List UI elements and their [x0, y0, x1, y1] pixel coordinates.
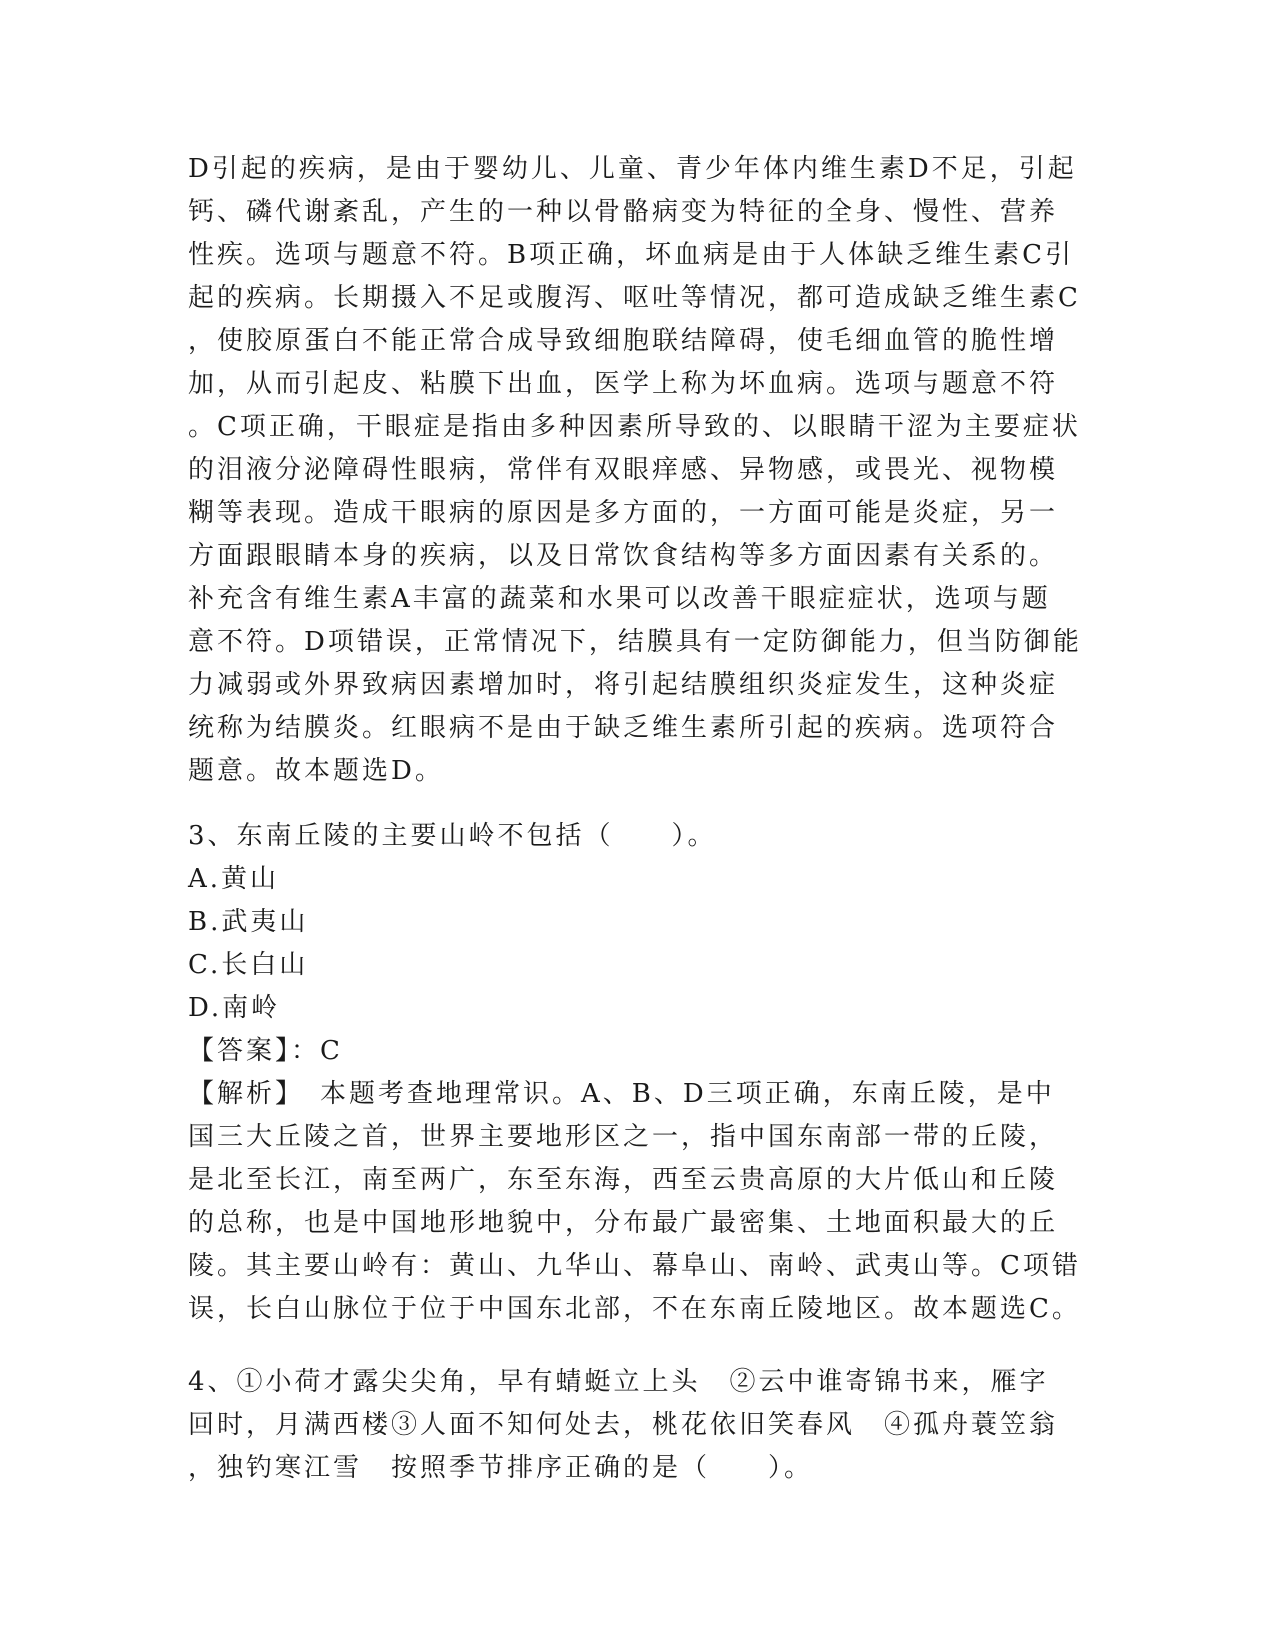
question-4-stem-line: ，独钓寒江雪 按照季节排序正确的是（ ）。	[188, 1453, 814, 1483]
question-3-stem: 3、东南丘陵的主要山岭不包括（ ）。	[188, 821, 717, 851]
option-c: C.长白山	[188, 950, 309, 980]
analysis-line: 【解析】 本题考查地理常识。A、B、D三项正确，东南丘陵，是中	[188, 1079, 1055, 1109]
explanation-line: 统称为结膜炎。红眼病不是由于缺乏维生素所引起的疾病。选项符合	[188, 713, 1059, 743]
analysis-line: 是北至长江，南至两广，东至东海，西至云贵高原的大片低山和丘陵	[188, 1165, 1059, 1195]
answer-line: 【答案】：C	[188, 1036, 343, 1066]
analysis-line: 误，长白山脉位于位于中国东北部，不在东南丘陵地区。故本题选C。	[188, 1294, 1081, 1324]
question-4	[188, 1361, 1088, 1490]
explanation-line: 意不符。D项错误，正常情况下，结膜具有一定防御能力，但当防御能	[188, 627, 1082, 657]
explanation-line: D引起的疾病，是由于婴幼儿、儿童、青少年体内维生素D不足，引起	[188, 154, 1077, 184]
explanation-line: 方面跟眼睛本身的疾病，以及日常饮食结构等多方面因素有关系的。	[188, 541, 1059, 571]
analysis-line: 国三大丘陵之首，世界主要地形区之一，指中国东南部一带的丘陵，	[188, 1122, 1059, 1152]
option-a: A.黄山	[188, 864, 280, 894]
explanation-line: 糊等表现。造成干眼病的原因是多方面的，一方面可能是炎症，另一	[188, 498, 1059, 528]
explanation-line: 性疾。选项与题意不符。B项正确，坏血病是由于人体缺乏维生素C引	[188, 240, 1075, 270]
explanation-line: 加，从而引起皮、粘膜下出血，医学上称为坏血病。选项与题意不符	[188, 369, 1059, 399]
option-b: B.武夷山	[188, 907, 309, 937]
explanation-line: 题意。故本题选D。	[188, 756, 444, 786]
explanation-line: 起的疾病。长期摄入不足或腹泻、呕吐等情况，都可造成缺乏维生素C	[188, 283, 1081, 313]
question-2-explanation	[188, 148, 1088, 793]
analysis-line: 陵。其主要山岭有：黄山、九华山、幕阜山、南岭、武夷山等。C项错	[188, 1251, 1081, 1281]
question-4-stem-line: 回时，月满西楼③人面不知何处去，桃花依旧笑春风 ④孤舟蓑笠翁	[188, 1410, 1059, 1440]
explanation-line: 的泪液分泌障碍性眼病，常伴有双眼痒感、异物感，或畏光、视物模	[188, 455, 1059, 485]
analysis-line: 的总称，也是中国地形地貌中，分布最广最密集、土地面积最大的丘	[188, 1208, 1059, 1238]
explanation-line: 钙、磷代谢紊乱，产生的一种以骨骼病变为特征的全身、慢性、营养	[188, 197, 1059, 227]
explanation-line: ，使胶原蛋白不能正常合成导致细胞联结障碍，使毛细血管的脆性增	[188, 326, 1059, 356]
option-d: D.南岭	[188, 993, 281, 1023]
question-4-stem-line: 4、①小荷才露尖尖角，早有蜻蜓立上头 ②云中谁寄锦书来，雁字	[188, 1367, 1049, 1397]
explanation-line: 力减弱或外界致病因素增加时，将引起结膜组织炎症发生，这种炎症	[188, 670, 1059, 700]
explanation-line: 补充含有维生素A丰富的蔬菜和水果可以改善干眼症症状，选项与题	[188, 584, 1051, 614]
explanation-line: 。C项正确，干眼症是指由多种因素所导致的、以眼睛干涩为主要症状	[188, 412, 1081, 442]
question-3	[188, 815, 1088, 1331]
